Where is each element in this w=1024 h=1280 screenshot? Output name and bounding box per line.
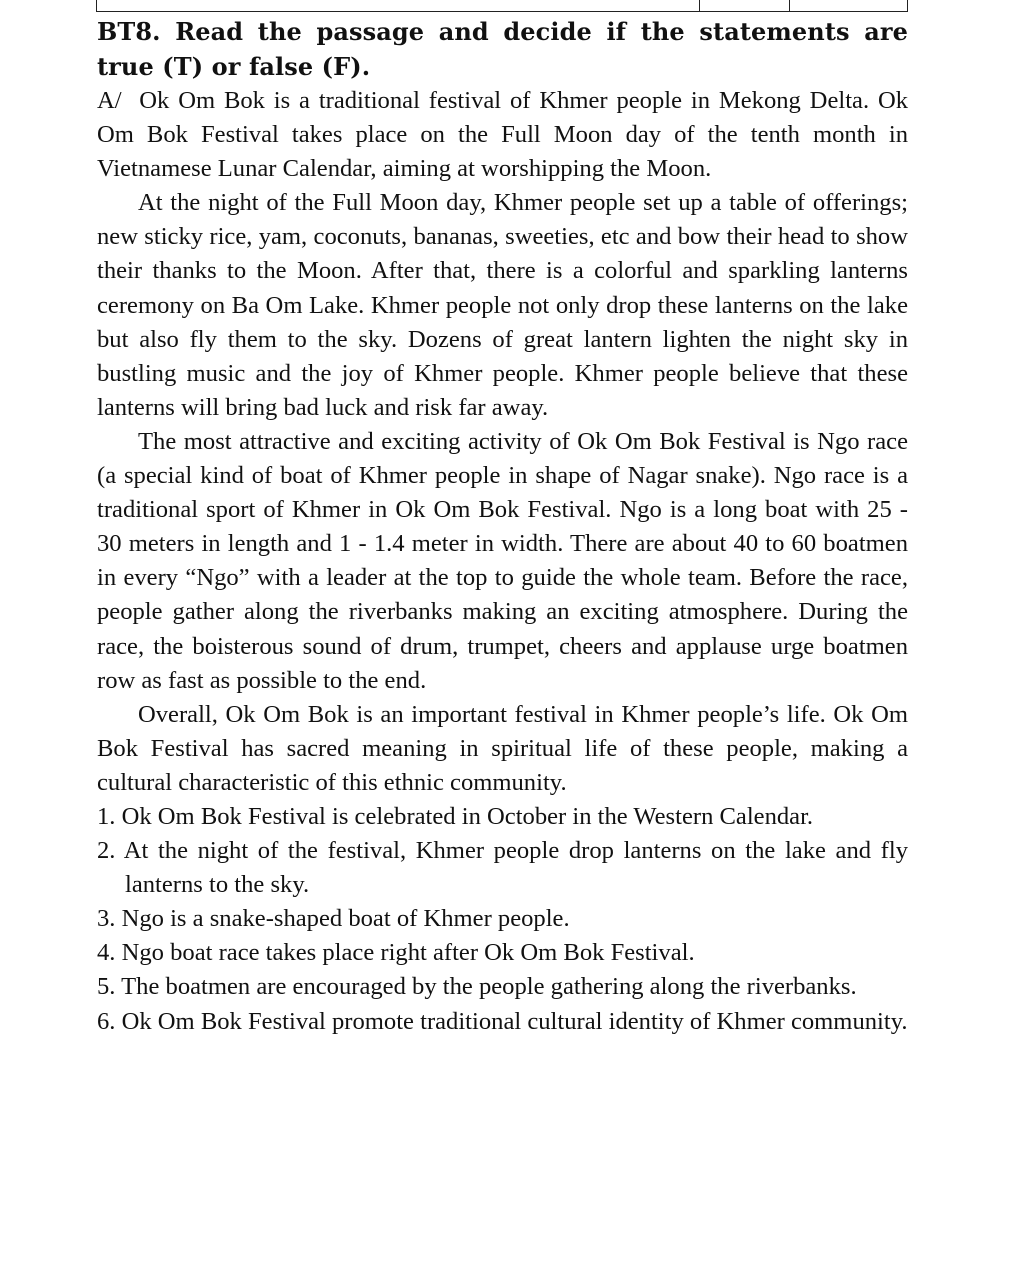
section-label: A/ [97, 87, 122, 114]
passage-paragraph-4: Overall, Ok Om Bok is an important festival in Khmer people’s life. Ok Om Bok Festival has sacred meaning in spiritual life of these people, making a cultural characteristic of this ethnic community. [97, 700, 908, 796]
table-column-divider [699, 0, 700, 11]
table-column-divider [789, 0, 790, 11]
passage-paragraph-3: The most attractive and exciting activity of Ok Om Bok Festival is Ngo race (a special kind of boat of Khmer people in shape of Nagar snake). Ngo race is a traditional sport of Khmer in Ok Om Bok Festival. Ngo is a long boat with 25 - 30 meters in length and 1 - 1.4 meter in width. There are about 40 to 60 boatmen in every “Ngo” with a leader at the top to guide the whole team. Before the race, people gather along the riverbanks making an exciting atmosphere. During the race, the boisterous sound of drum, trumpet, cheers and applause urge boatmen row as fast as possible to the end. [97, 427, 908, 694]
statement-4: 4. Ngo boat race takes place right after Ok Om Bok Festival. [97, 939, 695, 967]
table-bottom-edge [96, 0, 908, 12]
passage-paragraph-1 [97, 84, 908, 186]
statement-2: 2. At the night of the festival, Khmer people drop lanterns on the lake and fly lanterns to the sky. [97, 837, 908, 899]
exercise-title: BT8. Read the passage and decide if the statements are true (T) or false (F). [97, 17, 908, 81]
passage-paragraph-2: At the night of the Full Moon day, Khmer people set up a table of offerings; new sticky rice, yam, coconuts, bananas, sweeties, etc and bow their head to show their thanks to the Moon. After that, there is a colorful and sparkling lanterns ceremony on Ba Om Lake. Khmer people not only drop these lanterns on the lake but also fly them to the sky. Dozens of great lantern lighten the night sky in bustling music and the joy of Khmer people. Khmer people believe that these lanterns will bring bad luck and risk far away. [97, 189, 908, 421]
statement-6: 6. Ok Om Bok Festival promote traditional cultural identity of Khmer community. [97, 1007, 908, 1035]
statement-3: 3. Ngo is a snake-shaped boat of Khmer people. [97, 905, 570, 933]
statement-5: 5. The boatmen are encouraged by the people gathering along the riverbanks. [97, 973, 857, 1001]
paragraph-text: Ok Om Bok is a traditional festival of Khmer people in Mekong Delta. Ok Om Bok Festival takes place on the Full Moon day of the tenth month in Vietnamese Lunar Calendar, aiming at worshipping the Moon. [97, 87, 908, 183]
statement-1: 1. Ok Om Bok Festival is celebrated in October in the Western Calendar. [97, 802, 814, 830]
worksheet-page [97, 14, 908, 1039]
